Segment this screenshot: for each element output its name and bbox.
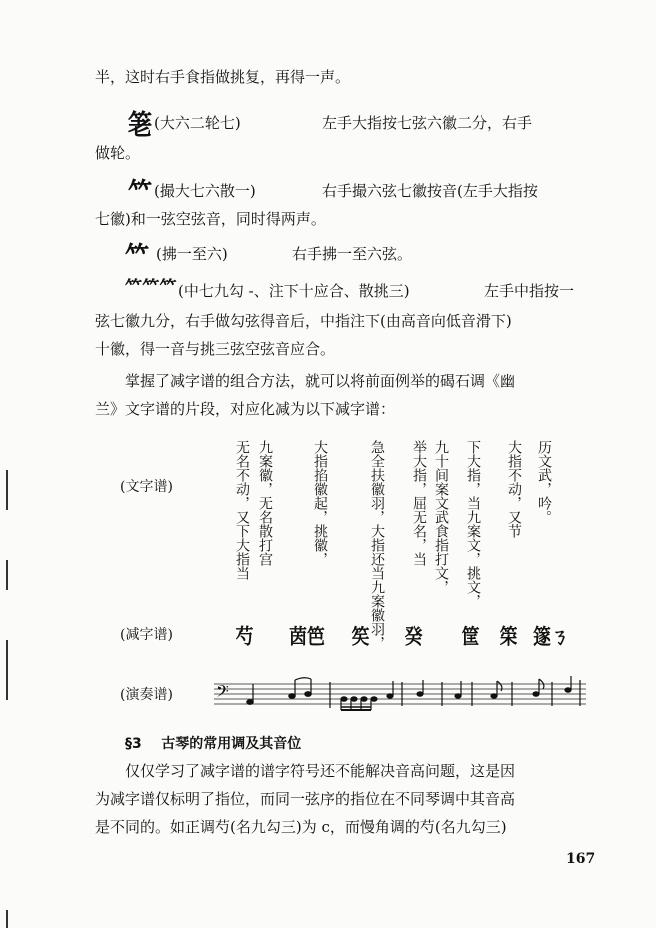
body-line-3: 是不同的。如正调芍(名九勾三)为 c，而慢角调的芍(名九勾三) xyxy=(95,818,507,836)
wenzi-column-2: 大指不动，又节 xyxy=(506,440,522,538)
label-yanzou-pu: (演奏谱) xyxy=(120,687,173,703)
text-line-5: 七徽)和一弦空弦音，同时得两声。 xyxy=(95,210,326,228)
text-line-2-main: 左手大指按七弦六徽二分，右手 xyxy=(322,114,533,132)
body-line-1: 仅仅学习了减字谱的谱字符号还不能解决音高问题，这是因 xyxy=(125,762,516,780)
text-line-4-paren: (撮大七六散一) xyxy=(154,182,256,200)
text-line-11: 兰》文字谱的片段，对应化减为以下减字谱： xyxy=(95,400,396,418)
wenzi-column-4: 九十间案文武食指打文， xyxy=(433,440,449,594)
wenzi-column-8: 九案徽，无名散打宫 xyxy=(257,440,273,566)
jianzi-pu-glyph: 癸 xyxy=(404,625,423,650)
scan-edge-mark xyxy=(6,560,8,590)
wenzi-column-3: 下大指，当九案文，挑文， xyxy=(465,440,481,608)
wenzi-column-1: 历文武，吟。 xyxy=(536,440,552,524)
section-title: 古琴的常用调及其音位 xyxy=(161,736,302,752)
wenzi-column-6: 急全扶徽羽，大指还当九案徽羽， xyxy=(369,440,385,650)
jianzi-pu-glyph: 芍 xyxy=(235,625,254,650)
text-line-1: 半，这时右手食指做挑复，再得一声。 xyxy=(95,68,351,86)
jianzi-pu-glyph: 茵笆 xyxy=(289,625,325,650)
bass-clef-icon: 𝄢 xyxy=(216,681,229,705)
text-line-6-main: 右手拂一至六弦。 xyxy=(292,245,413,263)
text-line-6-paren: (拂一至六) xyxy=(156,245,228,263)
music-staff xyxy=(214,676,586,712)
text-line-9: 十徽，得一音与挑三弦空弦音应合。 xyxy=(95,340,336,358)
page-number: 167 xyxy=(566,851,596,867)
wenzi-column-5: 举大指，屈无名，当 xyxy=(411,440,427,566)
section-number: §3 xyxy=(125,736,142,752)
body-line-2: 为减字谱仅标明了指位，而同一弦序的指位在不同琴调中其音高 xyxy=(95,790,516,808)
text-line-7-paren: (中七九勾 -、注下十应合、散挑三) xyxy=(178,282,410,300)
jianzi-pu-glyph: 筐 xyxy=(461,625,480,650)
jianzi-pu-glyph: 筞 xyxy=(499,625,518,650)
jianzi-glyph-3: 𥫗 xyxy=(125,241,150,274)
jianzi-glyph-1: 䇭 xyxy=(128,109,153,142)
text-line-7-main: 左手中指按一 xyxy=(484,282,575,300)
text-line-3: 做轮。 xyxy=(95,144,141,162)
jianzi-pu-glyph: 篴ㄋ xyxy=(533,625,569,650)
jianzi-glyph-4: 𥫗𥫗𥫗 xyxy=(125,277,177,297)
jianzi-glyph-2: 𥫗 xyxy=(128,177,153,210)
text-line-10: 掌握了减字谱的组合方法，就可以将前面例举的碣石调《幽 xyxy=(125,372,516,390)
label-jianzi-pu: (减字谱) xyxy=(120,627,173,643)
wenzi-column-9: 无名不动，又下大指当 xyxy=(234,440,250,580)
scan-edge-mark xyxy=(6,910,8,928)
section-heading xyxy=(125,733,301,753)
scan-edge-mark xyxy=(6,640,8,700)
label-wenzi-pu: (文字谱) xyxy=(120,479,173,495)
scan-edge-mark xyxy=(6,470,8,510)
wenzi-column-7: 大指掐徽起，挑徽， xyxy=(312,440,328,566)
text-line-4-main: 右手撮六弦七徽按音(左手大指按 xyxy=(322,182,538,200)
text-line-8: 弦七徽九分，右手做勾弦得音后，中指注下(由高音向低音滑下) xyxy=(95,312,512,330)
jianzi-pu-glyph: 笶 xyxy=(351,625,370,650)
text-line-2-paren: (大六二轮七) xyxy=(154,114,241,132)
